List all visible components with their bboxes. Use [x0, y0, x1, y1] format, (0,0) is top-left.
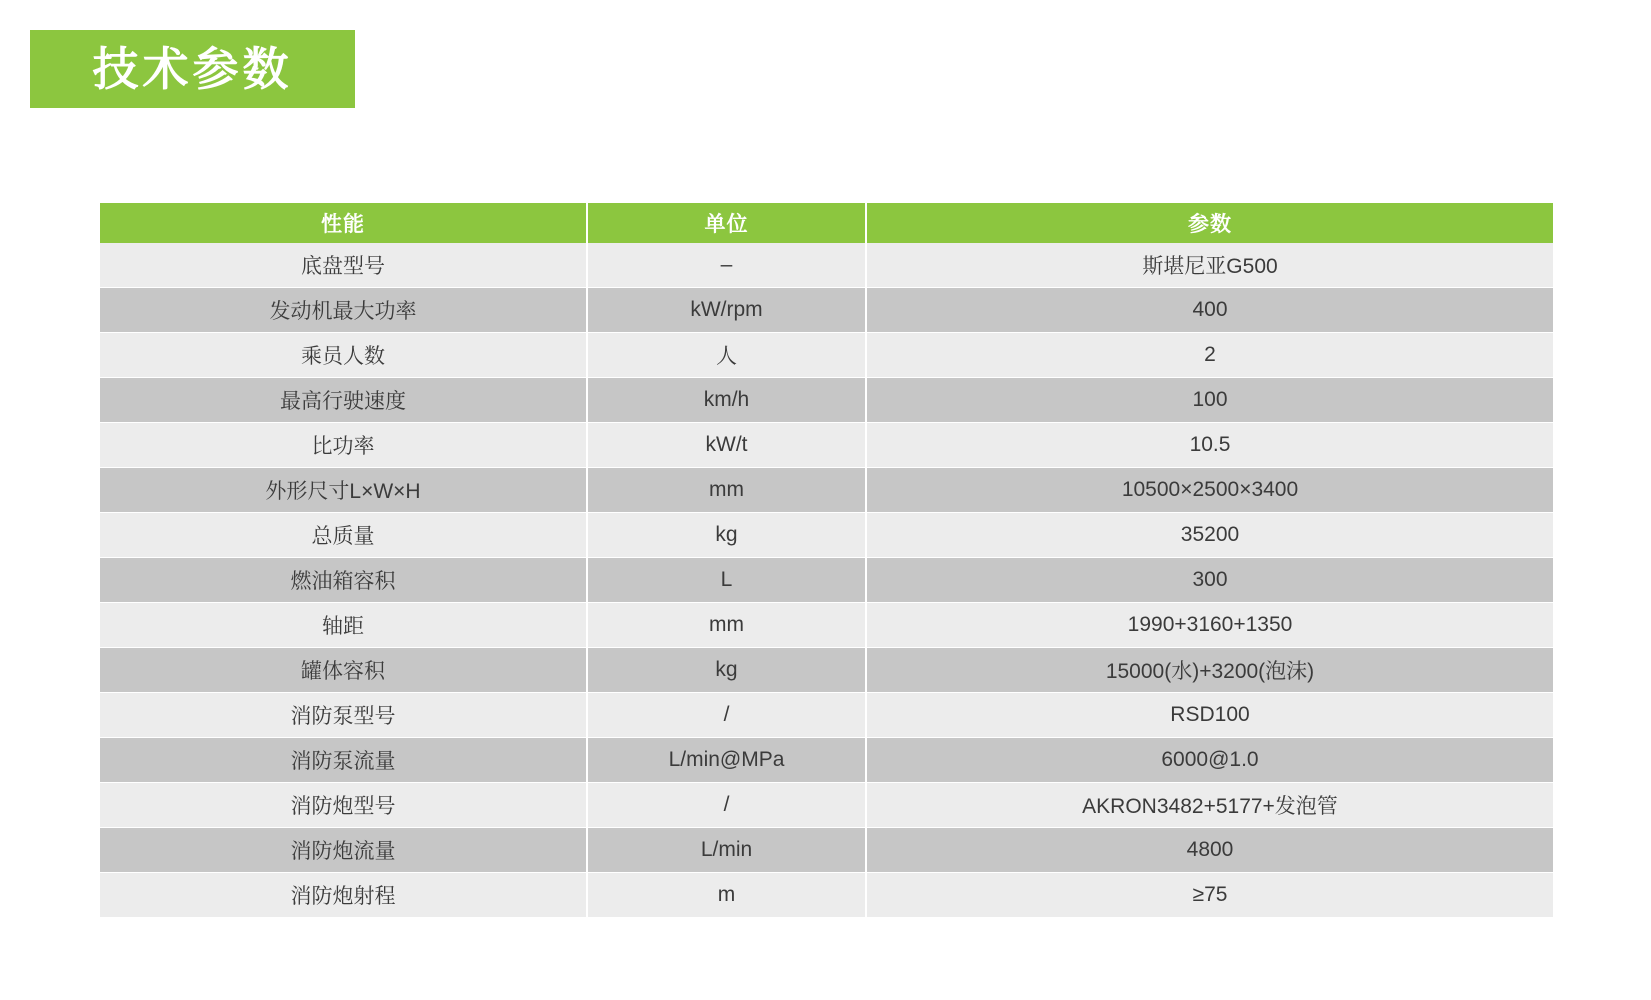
cell-performance: 总质量 — [100, 513, 587, 558]
cell-unit: km/h — [587, 378, 866, 423]
cell-parameter: 2 — [866, 333, 1553, 378]
cell-performance: 消防炮射程 — [100, 873, 587, 918]
table-row — [100, 558, 1553, 603]
table-row — [100, 828, 1553, 873]
cell-unit: 人 — [587, 333, 866, 378]
section-title-banner — [30, 30, 355, 108]
table-row — [100, 378, 1553, 423]
cell-performance: 消防泵流量 — [100, 738, 587, 783]
cell-unit: mm — [587, 603, 866, 648]
table-header-row — [100, 203, 1553, 243]
cell-unit: kg — [587, 513, 866, 558]
cell-parameter: RSD100 — [866, 693, 1553, 738]
table-row — [100, 423, 1553, 468]
table-row — [100, 873, 1553, 918]
cell-performance: 消防炮型号 — [100, 783, 587, 828]
cell-performance: 外形尺寸L×W×H — [100, 468, 587, 513]
page-title: 技术参数 — [92, 43, 293, 95]
cell-unit: m — [587, 873, 866, 918]
table-row — [100, 603, 1553, 648]
cell-parameter: 15000(水)+3200(泡沫) — [866, 648, 1553, 693]
cell-unit: kW/rpm — [587, 288, 866, 333]
table-body — [100, 243, 1553, 918]
table-row — [100, 468, 1553, 513]
cell-unit: kg — [587, 648, 866, 693]
cell-parameter: 1990+3160+1350 — [866, 603, 1553, 648]
cell-unit: L/min@MPa — [587, 738, 866, 783]
cell-performance: 比功率 — [100, 423, 587, 468]
cell-performance: 底盘型号 — [100, 243, 587, 288]
table-row — [100, 513, 1553, 558]
cell-unit: L/min — [587, 828, 866, 873]
cell-parameter: ≥75 — [866, 873, 1553, 918]
cell-parameter: 35200 — [866, 513, 1553, 558]
column-header-performance: 性能 — [100, 203, 587, 243]
cell-performance: 乘员人数 — [100, 333, 587, 378]
table-row — [100, 243, 1553, 288]
cell-performance: 消防泵型号 — [100, 693, 587, 738]
cell-performance: 燃油箱容积 — [100, 558, 587, 603]
cell-performance: 最高行驶速度 — [100, 378, 587, 423]
cell-unit: – — [587, 243, 866, 288]
table-row — [100, 693, 1553, 738]
table-row — [100, 783, 1553, 828]
cell-parameter: AKRON3482+5177+发泡管 — [866, 783, 1553, 828]
cell-unit: mm — [587, 468, 866, 513]
table-row — [100, 738, 1553, 783]
cell-parameter: 10.5 — [866, 423, 1553, 468]
cell-parameter: 100 — [866, 378, 1553, 423]
cell-unit: / — [587, 693, 866, 738]
cell-unit: kW/t — [587, 423, 866, 468]
cell-unit: / — [587, 783, 866, 828]
table-header — [100, 203, 1553, 243]
cell-parameter: 400 — [866, 288, 1553, 333]
cell-parameter: 4800 — [866, 828, 1553, 873]
cell-performance: 轴距 — [100, 603, 587, 648]
cell-parameter: 10500×2500×3400 — [866, 468, 1553, 513]
cell-performance: 发动机最大功率 — [100, 288, 587, 333]
column-header-parameter: 参数 — [866, 203, 1553, 243]
cell-parameter: 300 — [866, 558, 1553, 603]
technical-specifications-table — [100, 203, 1553, 918]
table-row — [100, 648, 1553, 693]
table-row — [100, 288, 1553, 333]
column-header-unit: 单位 — [587, 203, 866, 243]
cell-performance: 消防炮流量 — [100, 828, 587, 873]
cell-performance: 罐体容积 — [100, 648, 587, 693]
table-row — [100, 333, 1553, 378]
cell-parameter: 6000@1.0 — [866, 738, 1553, 783]
cell-parameter: 斯堪尼亚G500 — [866, 243, 1553, 288]
cell-unit: L — [587, 558, 866, 603]
